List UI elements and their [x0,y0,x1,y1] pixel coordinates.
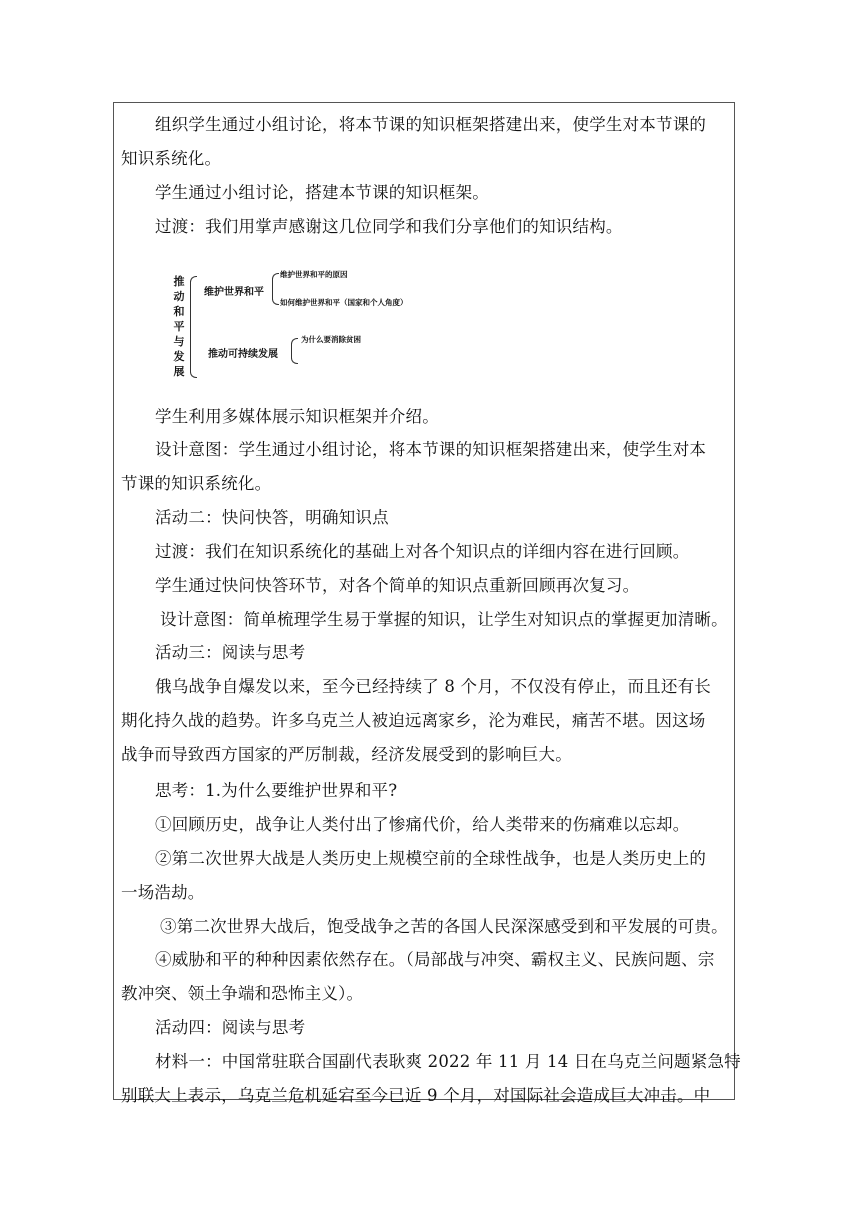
diagram-branch-1-item: 维护世界和平的原因 [280,270,348,279]
text-line: 别联大上表示，乌克兰危机延宕至今已近 9 个月，对国际社会造成巨大冲击。中 [121,1086,711,1105]
diagram-root-char: 推 [173,275,185,288]
text-line: 战争而导致西方国家的严厉制裁，经济发展受到的影响巨大。 [121,745,572,764]
text-line: 设计意图：简单梳理学生易于掌握的知识，让学生对知识点的掌握更加清晰。 [160,610,728,629]
text-line: 学生通过快问快答环节，对各个简单的知识点重新回顾再次复习。 [155,576,640,595]
knowledge-framework-diagram [168,268,438,380]
text-line: 活动四：阅读与思考 [155,1018,306,1037]
text-line: 学生通过小组讨论，搭建本节课的知识框架。 [155,183,489,202]
text-line: 组织学生通过小组讨论，将本节课的知识框架搭建出来，使学生对本节课的 [155,115,707,134]
text-line: 知识系统化。 [121,149,222,168]
diagram-root-char: 展 [173,365,185,378]
text-line: 一场浩劫。 [121,883,205,902]
diagram-branch-2: 推动可持续发展 [208,349,278,360]
text-line: 过渡：我们用掌声感谢这几位同学和我们分享他们的知识结构。 [155,217,623,236]
diagram-root-char: 和 [173,305,185,318]
text-line: ③第二次世界大战后，饱受战争之苦的各国人民深深感受到和平发展的可贵。 [160,917,728,936]
text-line: 期化持久战的趋势。许多乌克兰人被迫远离家乡，沦为难民，痛苦不堪。因这场 [121,711,706,730]
diagram-root-char: 发 [173,350,185,363]
text-line: 教冲突、领土争端和恐怖主义）。 [121,984,364,1003]
text-line: 设计意图：学生通过小组讨论，将本节课的知识框架搭建出来，使学生对本 [155,440,707,459]
main-brace [190,276,197,378]
text-line: 节课的知识系统化。 [121,474,272,493]
diagram-branch-2-item: 为什么要消除贫困 [301,335,361,344]
branch-1-brace [272,273,279,305]
text-line: ④威胁和平的种种因素依然存在。（局部战与冲突、霸权主义、民族问题、宗 [155,950,715,969]
text-line: 材料一：中国常驻联合国副代表耿爽 2022 年 11 月 14 日在乌克兰问题紧急特 [155,1052,741,1071]
diagram-root-char: 平 [173,320,185,333]
diagram-branch-1: 维护世界和平 [204,287,264,298]
text-line: 活动三：阅读与思考 [155,643,306,662]
diagram-root-char: 动 [173,290,185,303]
diagram-branch-1-item: 如何维护世界和平（国家和个人角度） [280,298,408,307]
text-line: 俄乌战争自爆发以来，至今已经持续了 8 个月，不仅没有停止，而且还有长 [155,677,711,696]
text-line: 过渡：我们在知识系统化的基础上对各个知识点的详细内容在进行回顾。 [155,542,690,561]
branch-2-brace [291,338,298,364]
text-line: 学生利用多媒体展示知识框架并介绍。 [155,407,439,426]
text-line: 思考：1.为什么要维护世界和平? [155,781,398,800]
text-line: ②第二次世界大战是人类历史上规模空前的全球性战争，也是人类历史上的 [155,849,707,868]
text-line: 活动二：快问快答，明确知识点 [155,508,389,527]
text-line: ①回顾历史，战争让人类付出了惨痛代价，给人类带来的伤痛难以忘却。 [155,815,690,834]
diagram-root-char: 与 [173,335,185,348]
